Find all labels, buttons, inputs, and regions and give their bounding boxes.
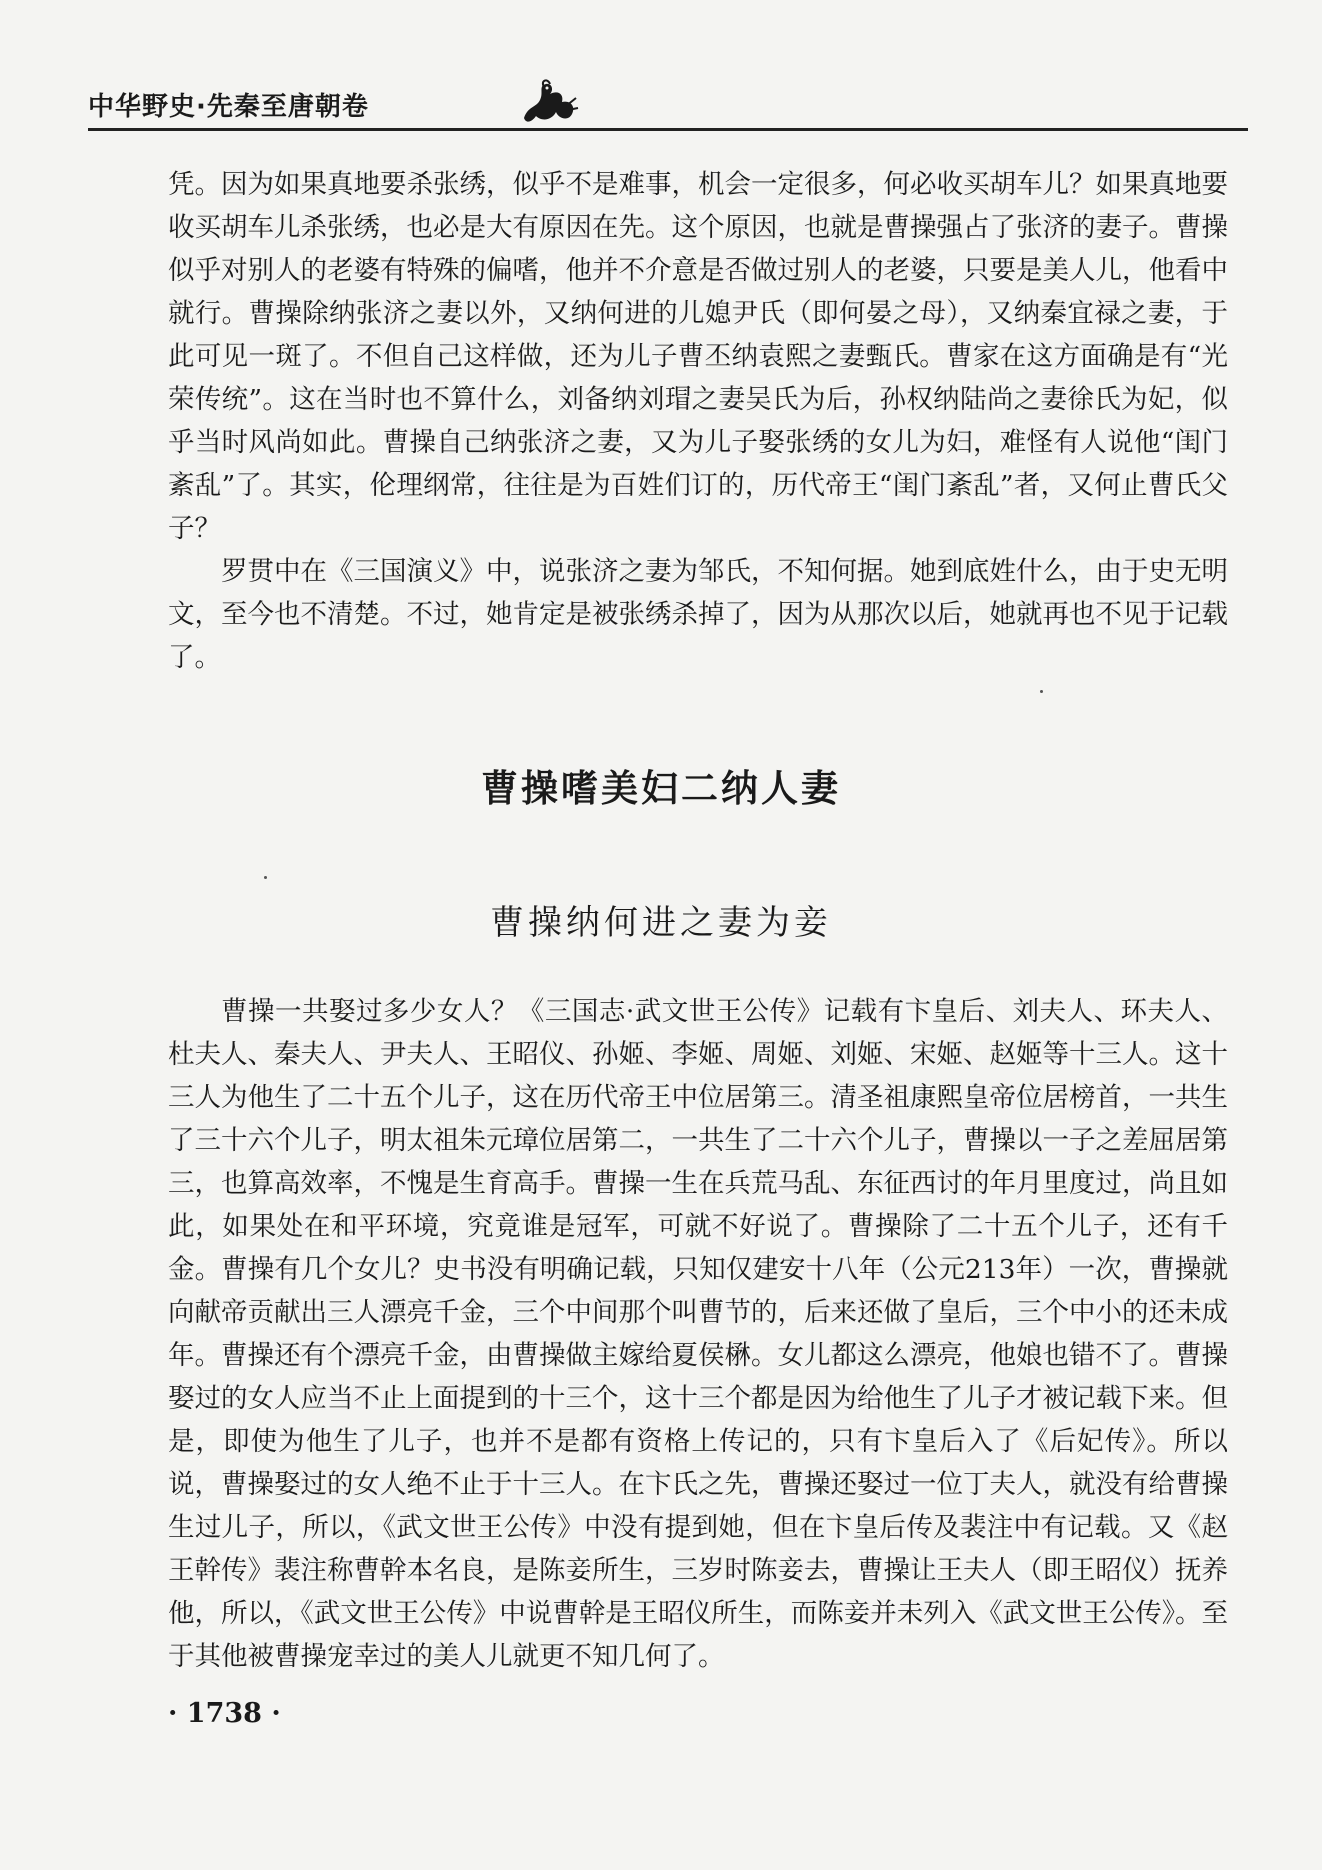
subsection-title: 曹操纳何进之妻为妾 (490, 903, 832, 943)
page-number: · 1738 · (168, 1698, 281, 1729)
subsection-text (168, 990, 1228, 1678)
chapter-title: 曹操嗜美妇二纳人妻 (481, 767, 841, 810)
paragraph: 凭。因为如果真地要杀张绣，似乎不是难事，机会一定很多，何必收买胡车儿？如果真地要收买胡车儿杀张绣，也必是大有原因在先。这个原因，也就是曹操强占了张济的妻子。曹操似乎对别人的老婆有特殊的偏嗜，他并不介意是否做过别人的老婆，只要是美人儿，他看中就行。曹操除纳张济之妻以外，又纳何进的儿媳尹氏（即何晏之母），又纳秦宜禄之妻，于此可见一斑了。不但自己这样做，还为儿子曹丕纳袁熙之妻甄氏。曹家在这方面确是有“光荣传统”。这在当时也不算什么，刘备纳刘瑁之妻吴氏为后，孙权纳陆尚之妻徐氏为妃，似乎当时风尚如此。曹操自己纳张济之妻，又为儿子娶张绣的女儿为妇，难怪有人说他“闺门紊乱”了。其实，伦理纲常，往往是为百姓们订的，历代帝王“闺门紊乱”者，又何止曹氏父子？ (168, 169, 1228, 544)
header-rule (88, 128, 1248, 131)
scan-speck (1040, 690, 1043, 693)
dragon-emblem-icon (518, 78, 580, 126)
scan-speck (264, 876, 267, 879)
continuation-text (168, 163, 1228, 679)
paragraph: 罗贯中在《三国演义》中，说张济之妻为邹氏，不知何据。她到底姓什么，由于史无明文，至今也不清楚。不过，她肯定是被张绣杀掉了，因为从那次以后，她就再也不见于记载了。 (168, 556, 1228, 673)
book-title: 中华野史·先秦至唐朝卷 (88, 92, 369, 122)
running-header (88, 78, 1248, 128)
paragraph: 曹操一共娶过多少女人？《三国志·武文世王公传》记载有卞皇后、刘夫人、环夫人、杜夫人、秦夫人、尹夫人、王昭仪、孙姬、李姬、周姬、刘姬、宋姬、赵姬等十三人。这十三人为他生了二十五个儿子，这在历代帝王中位居第三。清圣祖康熙皇帝位居榜首，一共生了三十六个儿子，明太祖朱元璋位居第二，一共生了二十六个儿子，曹操以一子之差屈居第三，也算高效率，不愧是生育高手。曹操一生在兵荒马乱、东征西讨的年月里度过，尚且如此，如果处在和平环境，究竟谁是冠军，可就不好说了。曹操除了二十五个儿子，还有千金。曹操有几个女儿？史书没有明确记载，只知仅建安十八年（公元213年）一次，曹操就向献帝贡献出三人漂亮千金，三个中间那个叫曹节的，后来还做了皇后，三个中小的还未成年。曹操还有个漂亮千金，由曹操做主嫁给夏侯楙。女儿都这么漂亮，他娘也错不了。曹操娶过的女人应当不止上面提到的十三个，这十三个都是因为给他生了儿子才被记载下来。但是，即使为他生了儿子，也并不是都有资格上传记的，只有卞皇后入了《后妃传》。所以说，曹操娶过的女人绝不止于十三人。在卞氏之先，曹操还娶过一位丁夫人，就没有给曹操生过儿子，所以，《武文世王公传》中没有提到她，但在卞皇后传及裴注中有记载。又《赵王幹传》裴注称曹幹本名良，是陈妾所生，三岁时陈妾去，曹操让王夫人（即王昭仪）抚养他，所以，《武文世王公传》中说曹幹是王昭仪所生，而陈妾并未列入《武文世王公传》。至于其他被曹操宠幸过的美人儿就更不知几何了。 (168, 996, 1228, 1672)
